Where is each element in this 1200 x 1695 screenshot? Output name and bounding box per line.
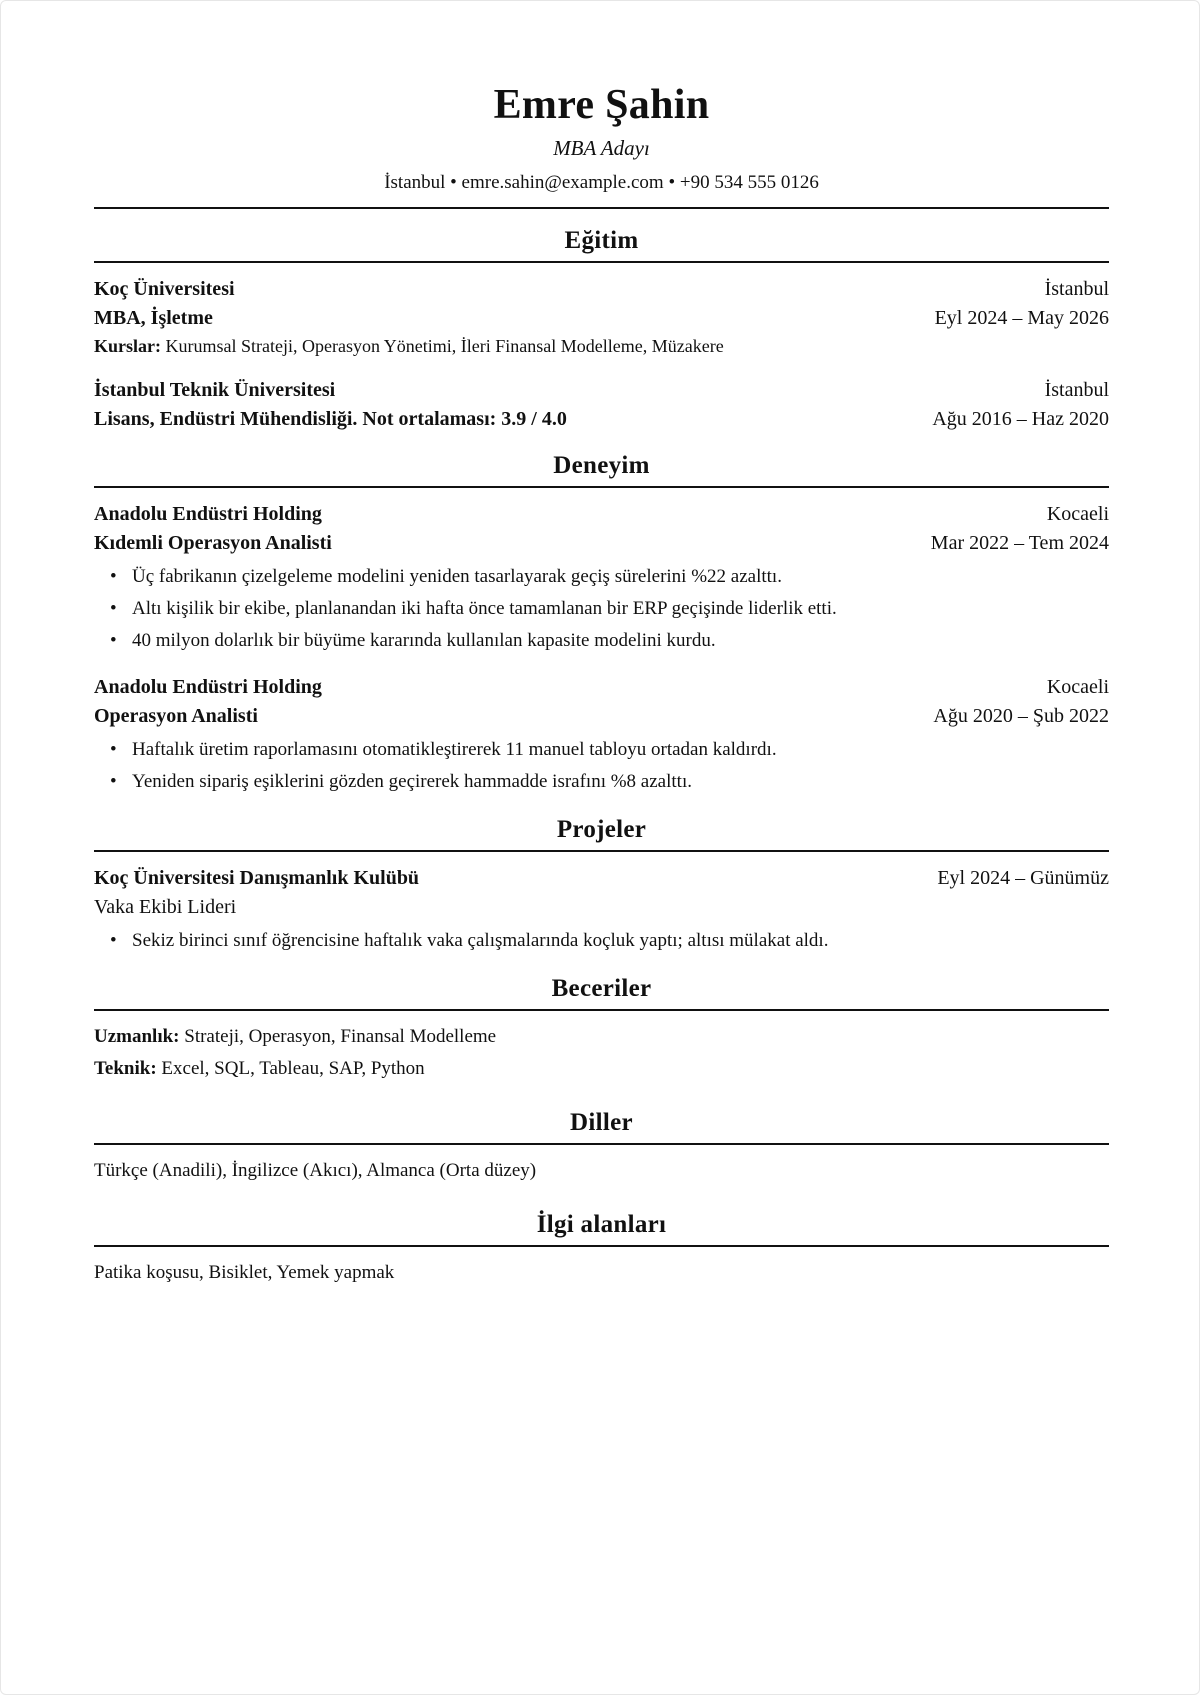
company-location: Kocaeli — [1046, 676, 1109, 698]
skill-line — [94, 1021, 1109, 1053]
project-dates: Eyl 2024 – Günümüz — [937, 867, 1109, 889]
experience-entry — [94, 500, 1109, 657]
skill-label: Uzmanlık: — [94, 1026, 180, 1047]
education-dates: Eyl 2024 – May 2026 — [934, 307, 1109, 329]
list-item: • Yeniden sipariş eşiklerini gözden geçirerek hammadde israfını %8 azalttı. — [132, 766, 1109, 798]
project-row — [94, 893, 1109, 922]
header-divider — [94, 207, 1109, 209]
skills-list — [94, 1021, 1109, 1085]
job-role: Operasyon Analisti — [94, 705, 258, 727]
section-interests — [94, 1209, 1109, 1289]
company-name: Anadolu Endüstri Holding — [94, 676, 322, 698]
institution-location: İstanbul — [1044, 379, 1109, 401]
section-education — [94, 225, 1109, 434]
education-entry — [94, 275, 1109, 360]
institution-name: Koç Üniversitesi — [94, 278, 235, 300]
section-title-projects: Projeler — [556, 816, 647, 843]
courses-label: Kurslar: — [94, 336, 161, 356]
education-dates: Ağu 2016 – Haz 2020 — [932, 408, 1109, 430]
section-divider — [94, 1143, 1109, 1145]
languages-text: Türkçe (Anadili), İngilizce (Akıcı), Almanca (Orta düzey) — [94, 1160, 537, 1181]
job-dates: Mar 2022 – Tem 2024 — [930, 532, 1109, 554]
experience-entry — [94, 673, 1109, 798]
skill-line — [94, 1053, 1109, 1085]
institution-location: İstanbul — [1044, 278, 1109, 300]
section-experience — [94, 450, 1109, 798]
project-entry — [94, 864, 1109, 957]
section-title-education: Eğitim — [564, 227, 639, 254]
courses-line — [94, 333, 1109, 360]
list-item: • Üç fabrikanın çizelgeleme modelini yeniden tasarlayarak geçiş sürelerini %22 azalttı. — [132, 561, 1109, 593]
section-languages — [94, 1107, 1109, 1187]
section-skills — [94, 973, 1109, 1085]
list-item: • Altı kişilik bir ekibe, planlanandan iki hafta önce tamamlanan bir ERP geçişinde liderlik etti. — [132, 593, 1109, 625]
resume-header — [94, 81, 1109, 197]
job-dates: Ağu 2020 – Şub 2022 — [933, 705, 1109, 727]
institution-name: İstanbul Teknik Üniversitesi — [94, 379, 336, 401]
section-divider — [94, 850, 1109, 852]
resume-content — [94, 81, 1109, 1289]
interests-text: Patika koşusu, Bisiklet, Yemek yapmak — [94, 1262, 395, 1283]
section-divider — [94, 261, 1109, 263]
experience-row — [94, 529, 1109, 558]
section-divider — [94, 1245, 1109, 1247]
experience-row — [94, 702, 1109, 731]
project-name: Koç Üniversitesi Danışmanlık Kulübü — [94, 867, 420, 889]
section-divider — [94, 1009, 1109, 1011]
degree-name: MBA, İşletme — [94, 307, 213, 329]
achievement-list — [94, 734, 1109, 798]
skill-value: Strateji, Operasyon, Finansal Modelleme — [184, 1026, 497, 1047]
education-row — [94, 304, 1109, 333]
list-item: • 40 milyon dolarlık bir büyüme kararında kullanılan kapasite modelini kurdu. — [132, 625, 1109, 657]
courses-list: Kurumsal Strateji, Operasyon Yönetimi, İleri Finansal Modelleme, Müzakere — [165, 336, 724, 356]
list-item: • Haftalık üretim raporlamasını otomatikleştirerek 11 manuel tabloyu ortadan kaldırdı. — [132, 734, 1109, 766]
education-row — [94, 405, 1109, 434]
company-name: Anadolu Endüstri Holding — [94, 503, 322, 525]
section-projects — [94, 814, 1109, 957]
section-title-interests: İlgi alanları — [536, 1211, 667, 1238]
experience-row — [94, 673, 1109, 702]
section-title-skills: Beceriler — [551, 975, 652, 1002]
achievement-list — [94, 561, 1109, 657]
candidate-name: Emre Şahin — [493, 82, 710, 128]
section-divider — [94, 486, 1109, 488]
education-row — [94, 275, 1109, 304]
achievement-list — [94, 925, 1109, 957]
section-title-languages: Diller — [570, 1109, 633, 1136]
candidate-title: MBA Adayı — [553, 136, 650, 160]
company-location: Kocaeli — [1046, 503, 1109, 525]
job-role: Kıdemli Operasyon Analisti — [94, 532, 332, 554]
contact-line: İstanbul • emre.sahin@example.com • +90 534 555 0126 — [384, 172, 819, 193]
section-title-experience: Deneyim — [553, 452, 650, 479]
project-row — [94, 864, 1109, 893]
skill-value: Excel, SQL, Tableau, SAP, Python — [161, 1058, 425, 1079]
degree-name: Lisans, Endüstri Mühendisliği. Not ortalaması: 3.9 / 4.0 — [94, 408, 567, 430]
experience-row — [94, 500, 1109, 529]
education-entry — [94, 376, 1109, 434]
skill-label: Teknik: — [94, 1058, 157, 1079]
project-role: Vaka Ekibi Lideri — [94, 896, 237, 918]
list-item: • Sekiz birinci sınıf öğrencisine haftalık vaka çalışmalarında koçluk yaptı; altısı mülakat aldı. — [132, 925, 1109, 957]
education-row — [94, 376, 1109, 405]
